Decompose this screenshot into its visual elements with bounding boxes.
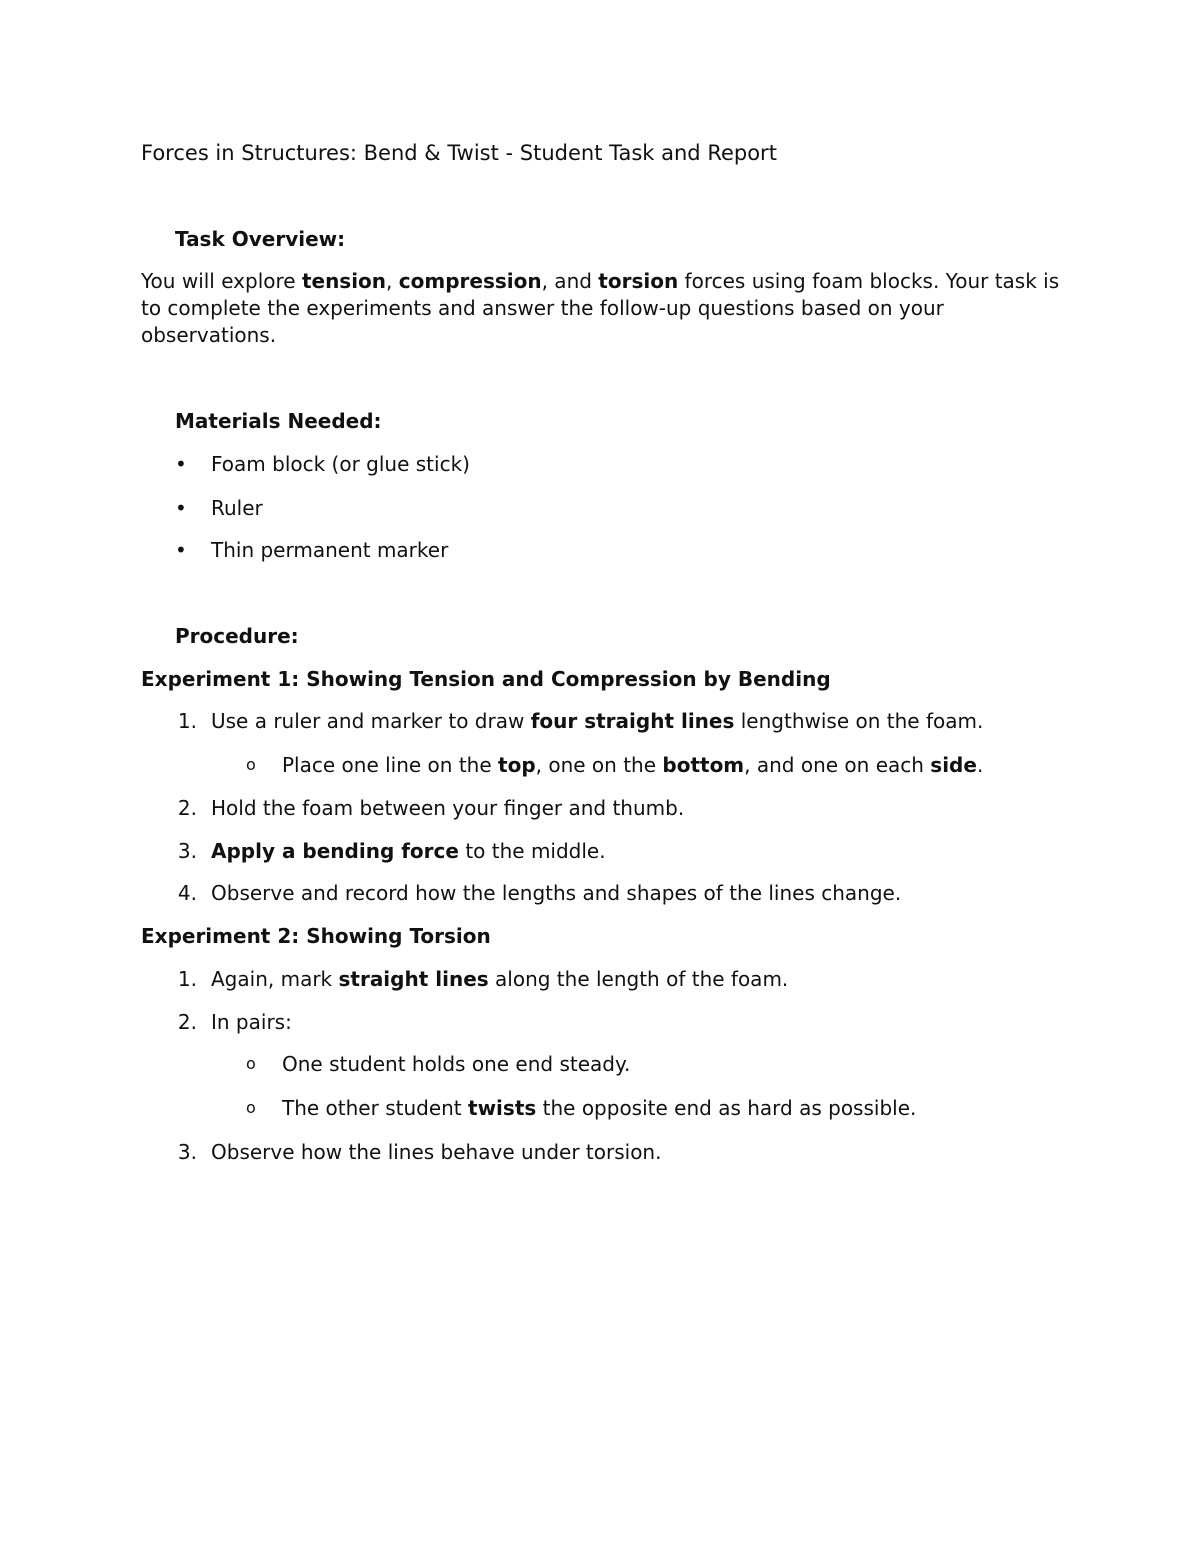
step-number: 4.	[177, 881, 197, 905]
experiment2-heading: Experiment 2: Showing Torsion	[141, 924, 491, 948]
text-span: Again, mark	[211, 967, 339, 991]
step-number: 3.	[177, 1140, 197, 1164]
experiment1-step3	[211, 838, 606, 864]
task-overview-paragraph	[141, 268, 1071, 349]
text-span: Place one line on the	[282, 753, 499, 777]
text-span: .	[976, 753, 984, 777]
experiment1-step4: Observe and record how the lengths and shapes of the lines change.	[211, 881, 902, 905]
experiment2-step3: Observe how the lines behave under torsion.	[211, 1140, 662, 1164]
experiment1-step2: Hold the foam between your finger and thumb.	[211, 796, 685, 820]
bold-term-compression: compression	[398, 269, 542, 293]
sub-bullet-icon: o	[246, 755, 256, 774]
text-span: , one on the	[535, 753, 663, 777]
bold-text: bottom	[662, 753, 745, 777]
sub-bullet-icon: o	[246, 1054, 256, 1073]
procedure-heading: Procedure:	[175, 624, 299, 648]
experiment2-step2: In pairs:	[211, 1010, 292, 1034]
experiment2-step1	[211, 966, 788, 992]
text-span: , and one on each	[744, 753, 931, 777]
materials-item: Foam block (or glue stick)	[211, 452, 470, 476]
task-overview-heading: Task Overview:	[175, 227, 346, 251]
text-span: ,	[386, 269, 399, 293]
text-span: You will explore	[141, 269, 302, 293]
materials-item: Thin permanent marker	[211, 538, 449, 562]
bold-text: twists	[468, 1096, 537, 1120]
text-span: , and	[541, 269, 599, 293]
bold-term-tension: tension	[301, 269, 387, 293]
text-span: the opposite end as hard as possible.	[536, 1096, 917, 1120]
bold-text: four straight lines	[530, 709, 735, 733]
materials-item: Ruler	[211, 496, 263, 520]
text-span: to the middle.	[458, 839, 606, 863]
bold-text: straight lines	[338, 967, 489, 991]
bullet-icon: •	[175, 452, 187, 476]
step-number: 1.	[177, 967, 197, 991]
step-number: 1.	[177, 709, 197, 733]
bold-text: side	[930, 753, 977, 777]
bullet-icon: •	[175, 496, 187, 520]
experiment1-step1-sub	[282, 752, 983, 778]
text-span: lengthwise on the foam.	[734, 709, 984, 733]
experiment1-heading: Experiment 1: Showing Tension and Compression by Bending	[141, 667, 831, 691]
bold-term-torsion: torsion	[598, 269, 679, 293]
step-number: 3.	[177, 839, 197, 863]
document-title: Forces in Structures: Bend & Twist - Student Task and Report	[141, 141, 777, 165]
materials-heading: Materials Needed:	[175, 409, 382, 433]
bold-text: Apply a bending force	[211, 839, 459, 863]
text-span: Use a ruler and marker to draw	[211, 709, 531, 733]
step-number: 2.	[177, 796, 197, 820]
experiment1-step1	[211, 708, 983, 734]
step-number: 2.	[177, 1010, 197, 1034]
text-span: forces using foam blocks. Your task is to complete the experiments and answer the follow-up questions based on your observations.	[141, 269, 1060, 347]
experiment2-step2-sub1: One student holds one end steady.	[282, 1052, 631, 1076]
bold-text: top	[498, 753, 536, 777]
sub-bullet-icon: o	[246, 1098, 256, 1117]
text-span: along the length of the foam.	[488, 967, 789, 991]
experiment2-step2-sub2	[282, 1095, 916, 1121]
bullet-icon: •	[175, 538, 187, 562]
text-span: The other student	[282, 1096, 469, 1120]
